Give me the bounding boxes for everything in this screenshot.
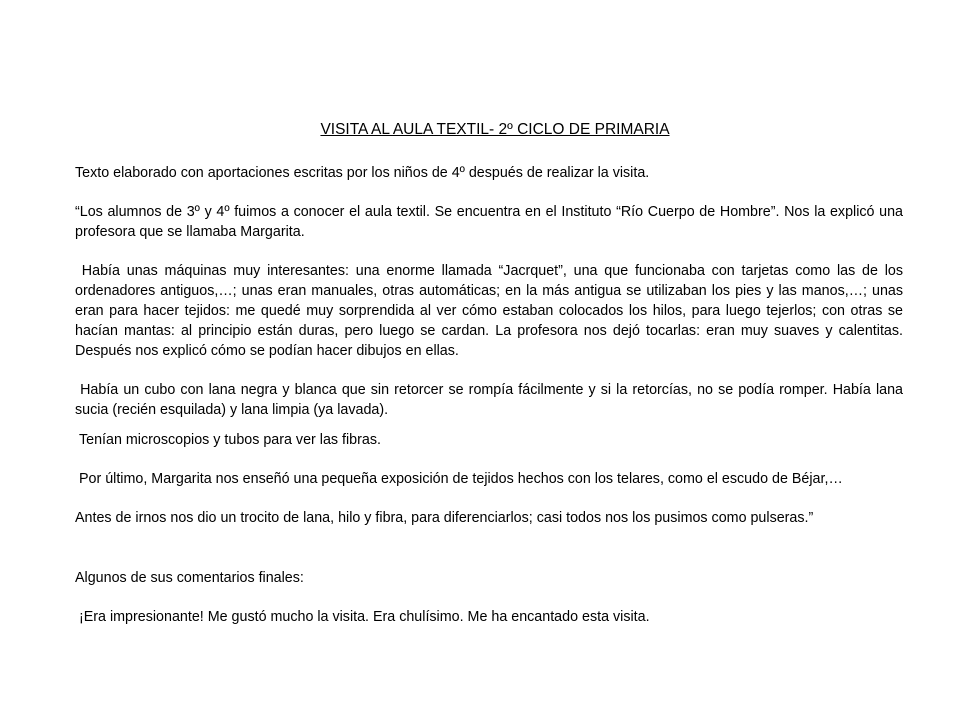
- document-page: [75, 120, 907, 646]
- paragraph-farewell: Antes de irnos nos dio un trocito de lana, hilo y fibra, para diferenciarlos; casi todos nos los pusimos como pulseras.”: [75, 510, 814, 526]
- paragraph-microscopes: Tenían microscopios y tubos para ver las fibras.: [75, 432, 381, 448]
- document-title: VISITA AL AULA TEXTIL- 2º CICLO DE PRIMARIA: [320, 121, 670, 138]
- intro-paragraph: Texto elaborado con aportaciones escritas por los niños de 4º después de realizar la visita.: [75, 165, 650, 181]
- paragraph-exhibition: Por último, Margarita nos enseñó una pequeña exposición de tejidos hechos con los telares, como el escudo de Béjar,…: [75, 471, 843, 487]
- paragraph-wool-bucket: Había un cubo con lana negra y blanca que sin retorcer se rompía fácilmente y si la retorcías, no se podía romper. Había lana sucia (recién esquilada) y lana limpia (ya lavada).: [75, 382, 907, 418]
- comments-text: ¡Era impresionante! Me gustó mucho la visita. Era chulísimo. Me ha encantado esta visita.: [75, 609, 650, 625]
- paragraph-visit-intro: “Los alumnos de 3º y 4º fuimos a conocer el aula textil. Se encuentra en el Instituto “Río Cuerpo de Hombre”. Nos la explicó una profesora que se llamaba Margarita.: [75, 204, 907, 240]
- comments-heading: Algunos de sus comentarios finales:: [75, 570, 304, 586]
- paragraph-machines: Había unas máquinas muy interesantes: una enorme llamada “Jacrquet”, una que funcionaba con tarjetas como las de los ordenadores antiguos,…; unas eran manuales, otras automáticas; en la más antigua se utilizaban los pies y las manos,…; unas eran para hacer tejidos: me quedé muy sorprendida al ver cómo estaban colocados los hilos, para luego tejerlos; con otras se hacían mantas: al principio están duras, pero luego se cardan. La profesora nos dejó tocarlas: eran muy suaves y calentitas. Después nos explicó cómo se podían hacer dibujos en ellas.: [75, 263, 907, 359]
